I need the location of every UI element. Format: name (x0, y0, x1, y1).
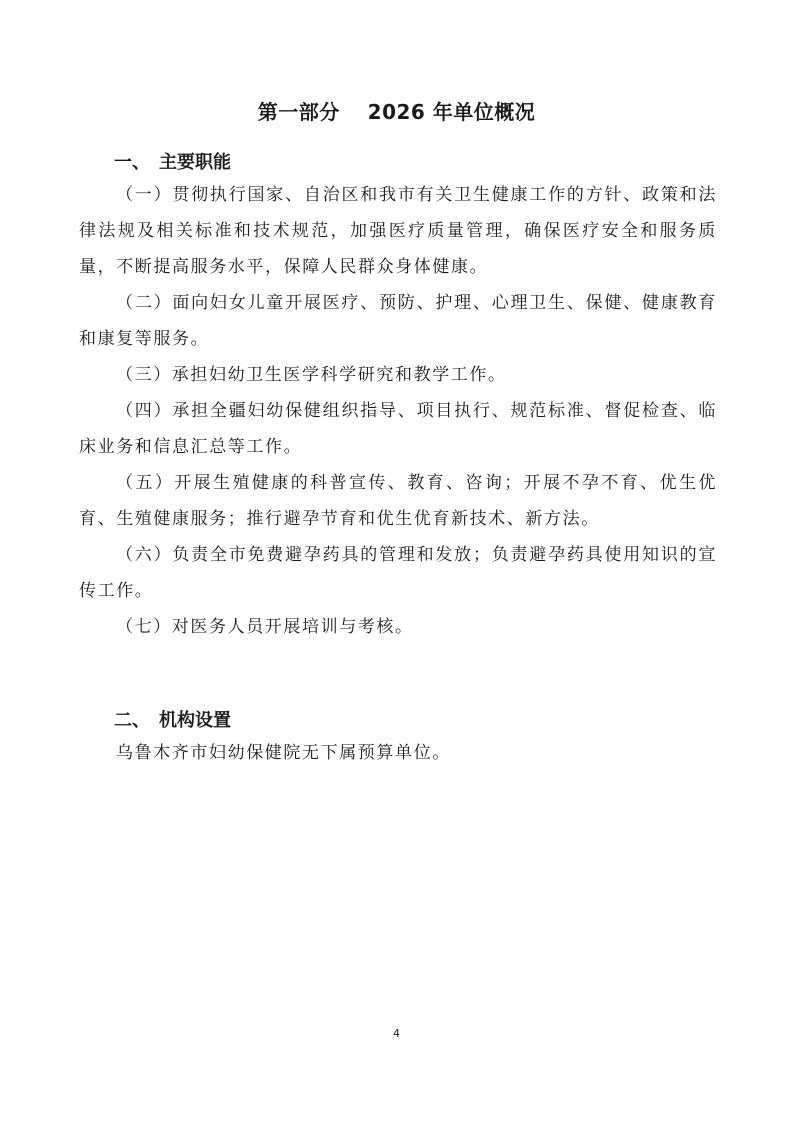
page-number: 4 (393, 1027, 400, 1040)
function-paragraph-6: （六）负责全市免费避孕药具的管理和发放；负责避孕药具使用知识的宣传工作。 (79, 545, 717, 601)
organization-paragraph: 乌鲁木齐市妇幼保健院无下属预算单位。 (116, 743, 451, 763)
section-heading-organization: 二、 机构设置 (114, 710, 231, 731)
function-paragraph-2: （二）面向妇女儿童开展医疗、预防、护理、心理卫生、保健、健康教育和康复等服务。 (79, 293, 717, 349)
function-paragraph-1: （一）贯彻执行国家、自治区和我市有关卫生健康工作的方针、政策和法律法规及相关标准和技术规范，加强医疗质量管理，确保医疗安全和服务质量，不断提高服务水平，保障人民群众身体健康。 (79, 185, 717, 277)
section-body-main-functions (79, 177, 717, 645)
function-paragraph-5: （五）开展生殖健康的科普宣传、教育、咨询；开展不孕不育、优生优育、生殖健康服务；推行避孕节育和优生优育新技术、新方法。 (79, 473, 717, 529)
function-paragraph-3: （三）承担妇幼卫生医学科学研究和教学工作。 (116, 365, 507, 385)
function-paragraph-7: （七）对医务人员开展培训与考核。 (116, 617, 414, 637)
section-heading-main-functions: 一、 主要职能 (114, 152, 231, 173)
function-paragraph-4: （四）承担全疆妇幼保健组织指导、项目执行、规范标准、督促检查、临床业务和信息汇总等工作。 (79, 401, 717, 457)
page-title: 第一部分 2026 年单位概况 (257, 100, 536, 124)
section-body-organization (79, 735, 717, 771)
